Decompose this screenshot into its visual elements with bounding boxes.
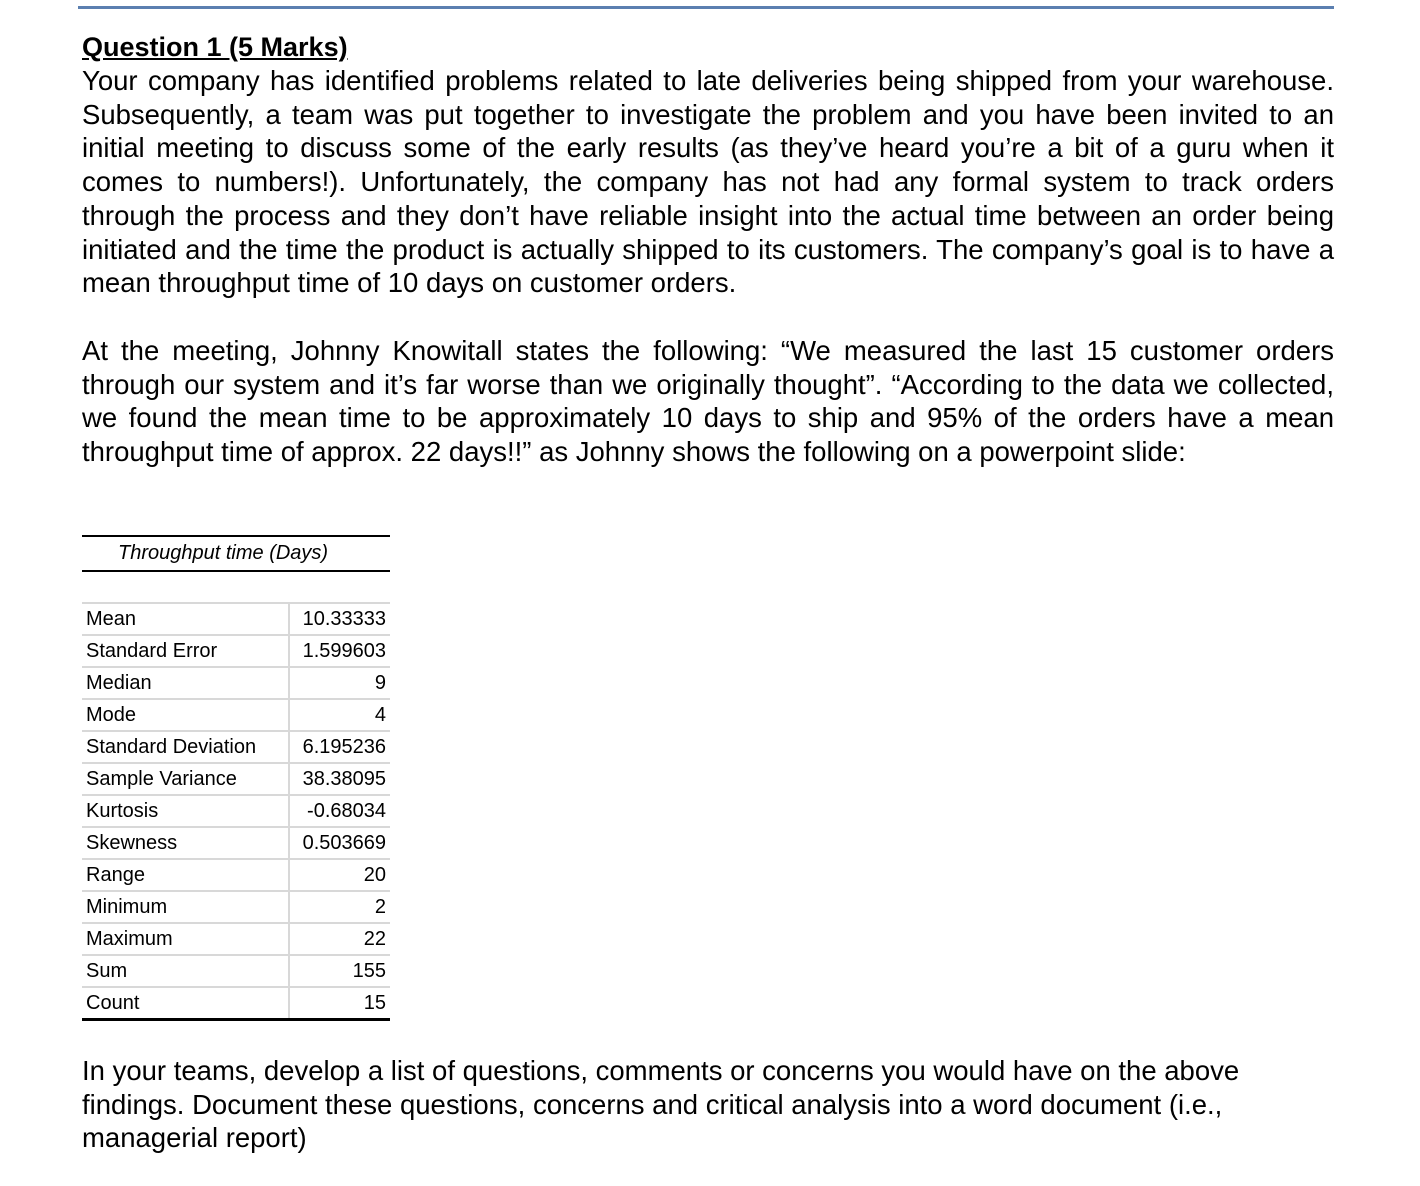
stats-row <box>82 956 390 988</box>
stats-label: Count <box>82 988 290 1018</box>
stats-value: 22 <box>363 927 386 950</box>
top-divider <box>78 6 1334 9</box>
task-section <box>82 1054 1334 1155</box>
stats-label: Median <box>82 668 290 698</box>
stats-value: -0.68034 <box>307 799 386 822</box>
stats-row <box>82 700 390 732</box>
stats-label: Standard Error <box>82 636 290 666</box>
stats-value: 6.195236 <box>302 735 386 758</box>
stats-label: Sample Variance <box>82 764 290 794</box>
stats-value: 1.599603 <box>302 639 386 662</box>
task-paragraph: In your teams, develop a list of questions, comments or concerns you would have on the above findings. Document these questions, concerns and critical analysis into a word document (i.e., managerial report) <box>82 1055 1240 1154</box>
stats-label: Minimum <box>82 892 290 922</box>
stats-label: Mode <box>82 700 290 730</box>
stats-row <box>82 892 390 924</box>
stats-row <box>82 604 390 636</box>
stats-value: 9 <box>374 671 386 694</box>
stats-table-header <box>82 535 390 572</box>
stats-table <box>82 535 390 1021</box>
intro-paragraph: Your company has identified problems related to late deliveries being shipped from your warehouse. Subsequently, a team was put together to investigate the problem and you have been invited to an initial meeting to discuss some of the early results (as they’ve heard you’re a bit of a guru when it comes to numbers!). Unfortunately, the company has not had any formal system to track orders through the process and they don’t have reliable insight into the actual time between an order being initiated and the time the product is actually shipped to its customers. The company’s goal is to have a mean throughput time of 10 days on customer orders. <box>82 65 1334 299</box>
stats-label: Skewness <box>82 828 290 858</box>
stats-table-title: Throughput time (Days) <box>118 542 329 564</box>
stats-row <box>82 796 390 828</box>
stats-label: Sum <box>82 956 290 986</box>
stats-label: Standard Deviation <box>82 732 290 762</box>
stats-row <box>82 924 390 956</box>
stats-blank-row <box>82 572 390 604</box>
question-title: Question 1 (5 Marks) <box>82 32 348 62</box>
stats-row <box>82 988 390 1021</box>
stats-value: 4 <box>374 703 386 726</box>
stats-value: 20 <box>363 863 386 886</box>
stats-row <box>82 764 390 796</box>
stats-row <box>82 668 390 700</box>
stats-value: 10.33333 <box>302 607 386 630</box>
stats-value: 15 <box>363 991 386 1014</box>
stats-row <box>82 636 390 668</box>
stats-value: 2 <box>374 895 386 918</box>
stats-rows <box>82 604 390 1021</box>
stats-value: 155 <box>352 959 386 982</box>
stats-value: 0.503669 <box>302 831 386 854</box>
stats-value: 38.38095 <box>302 767 386 790</box>
stats-row <box>82 732 390 764</box>
stats-label: Maximum <box>82 924 290 954</box>
document-body <box>82 30 1334 469</box>
stats-label: Range <box>82 860 290 890</box>
stats-label: Kurtosis <box>82 796 290 826</box>
stats-row <box>82 828 390 860</box>
meeting-paragraph: At the meeting, Johnny Knowitall states the following: “We measured the last 15 customer orders through our system and it’s far worse than we originally thought”. “According to the data we collected, we found the mean time to be approximately 10 days to ship and 95% of the orders have a mean throughput time of approx. 22 days!!” as Johnny shows the following on a powerpoint slide: <box>82 334 1334 468</box>
stats-row <box>82 860 390 892</box>
stats-label: Mean <box>82 604 290 634</box>
